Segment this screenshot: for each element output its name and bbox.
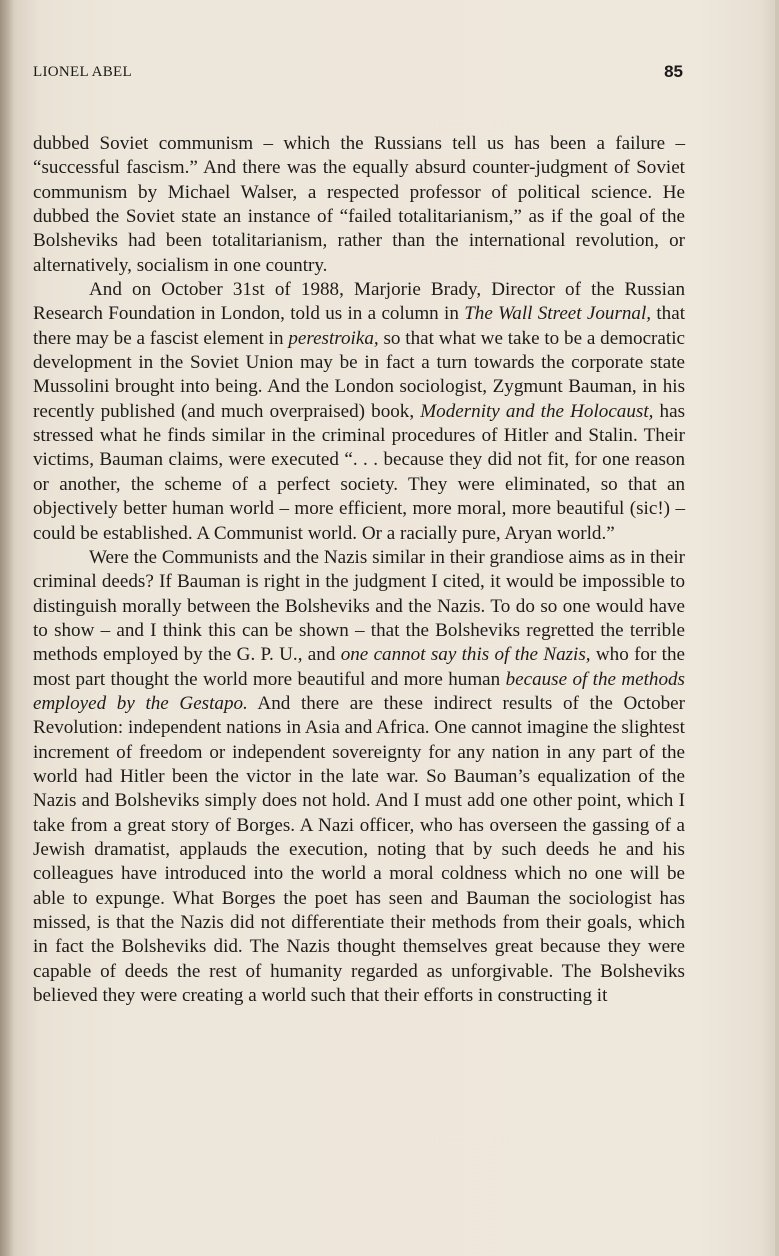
italic-emphasis: one cannot say this of the Nazis, xyxy=(340,644,591,666)
paragraph-2-text: And on October 31st of 1988, Marjorie Brady, Director of the Russian Research Foundation in London, told us in a column in xyxy=(33,279,685,325)
paragraph-1-text: dubbed Soviet communism – which the Russians tell us has been a failure – “successful fascism.” And there was the equally absurd counter-judgment of Soviet communism by Michael Walser, a respected professor of political science. He dubbed the Soviet state an instance of “failed totalitarianism,” as if the goal of the Bolsheviks had been totalitarianism, rather than the international revolution, or alternatively, socialism in one country. xyxy=(33,133,685,276)
page-edge xyxy=(775,0,779,1256)
page-number: 85 xyxy=(664,62,683,81)
gutter-shadow xyxy=(0,0,14,1256)
paragraph-2-text: so that what we take to be a democratic development in the Soviet Union may be in fact a turn towards the corporate state Mussolini brought into being. And the London sociologist, Zygmunt Bauman, in his recently published (and much overpraised) book, xyxy=(33,327,685,422)
body-text xyxy=(33,132,685,1008)
book-title: Modernity and the Holocaust, xyxy=(420,400,654,422)
paragraph-2-text: that there may be a fascist element in xyxy=(33,303,686,349)
running-head: LIONEL ABEL xyxy=(33,64,132,80)
paragraph-2 xyxy=(33,278,685,546)
paragraph-3 xyxy=(33,546,685,1009)
paragraph-3-text: who for the most part thought the world more beautiful and more human xyxy=(33,644,685,690)
newspaper-title: The Wall Street Journal, xyxy=(464,303,652,325)
paragraph-2-text: has stressed what he finds similar in the criminal procedures of Hitler and Stalin. Their victims, Bauman claims, were executed “. . . because they did not fit, for one reason or another, the scheme of a perfect society. They were eliminated, so that an objectively better human world – more efficient, more moral, more beautiful (sic!) – could be established. A Communist world. Or a racially pure, Aryan world.” xyxy=(33,400,686,544)
paragraph-1 xyxy=(33,132,685,278)
paragraph-3-text: And there are these indirect results of the October Revolution: independent nations in Asia and Africa. One cannot imagine the slightest increment of freedom or independent sovereignty for any nation in any part of the world had Hitler been the victor in the late war. So Bauman’s equalization of the Nazis and Bolsheviks simply does not hold. And I must add one other point, which I take from a great story of Borges. A Nazi officer, who has overseen the gassing of a Jewish dramatist, applauds the execution, noting that by such deeds he and his colleagues have introduced into the world a moral coldness which no one will be able to expunge. What Borges the poet has seen and Bauman the sociologist has missed, is that the Nazis did not differentiate their methods from their goals, which in fact the Bolsheviks did. The Nazis thought themselves great because they were capable of deeds the rest of humanity regarded as unforgivable. The Bolsheviks believed they were creating a world such that their efforts in constructing it xyxy=(33,692,685,1007)
italic-term: perestroika, xyxy=(288,327,379,349)
italic-emphasis: because of the methods employed by the Gestapo. xyxy=(33,668,685,714)
paragraph-3-text: Were the Communists and the Nazis similar in their grandiose aims as in their criminal deeds? If Bauman is right in the judgment I cited, it would be impossible to distinguish morally between the Bolsheviks and the Nazis. To do so one would have to show – and I think this can be shown – that the Bolsheviks regretted the terrible methods employed by the G. P. U., and xyxy=(33,546,685,666)
page-header xyxy=(33,64,683,86)
